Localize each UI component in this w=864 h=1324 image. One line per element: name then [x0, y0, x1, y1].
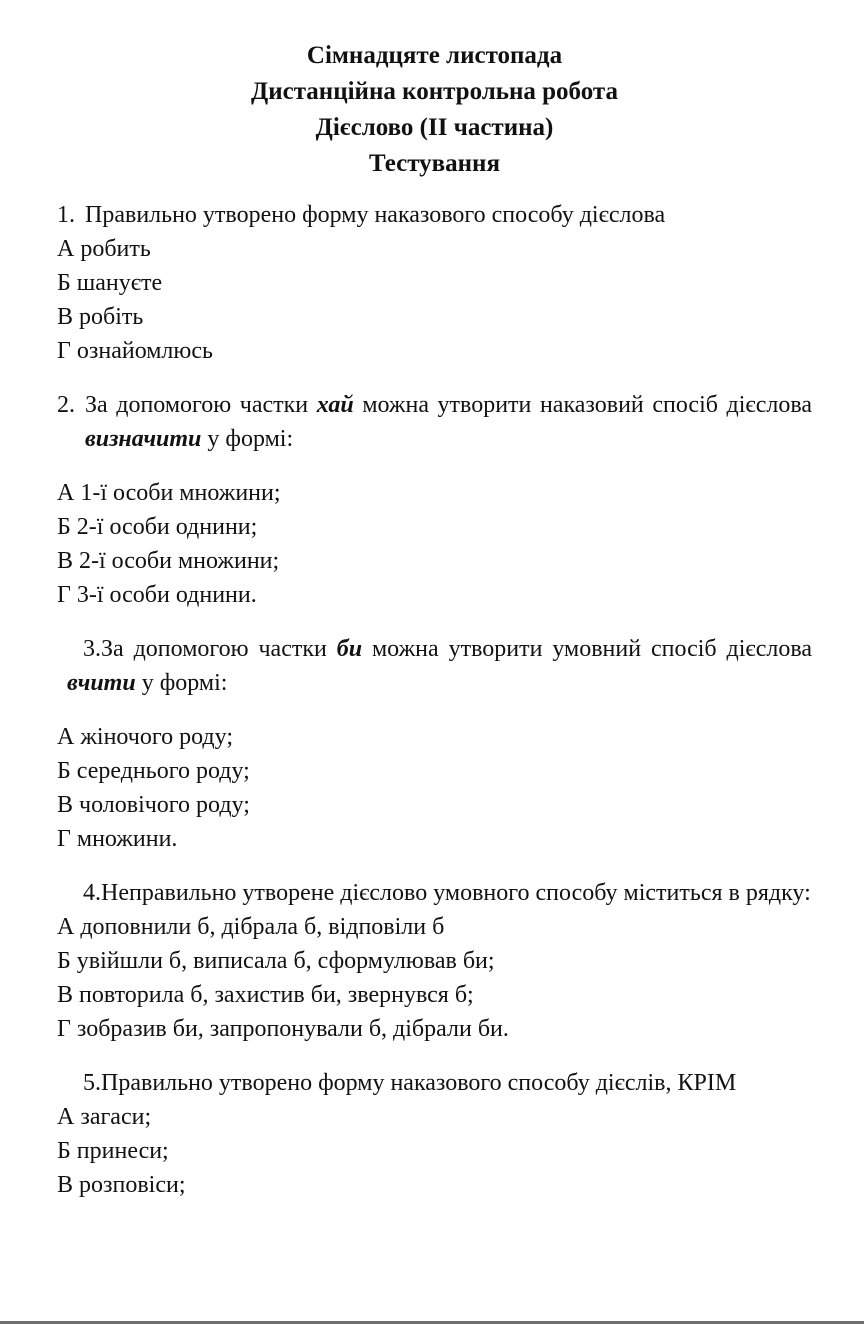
answer-option: В чоловічого роду; — [57, 792, 250, 818]
options-list — [57, 720, 812, 856]
answer-option: Б увійшли б, виписала б, сформулював би; — [57, 948, 495, 974]
question-number: 4. — [83, 880, 101, 906]
question-5 — [57, 1066, 812, 1202]
question-1 — [57, 198, 812, 368]
answer-option: А робить — [57, 236, 151, 262]
answer-option: А жіночого роду; — [57, 724, 233, 750]
title-line-topic: Дієслово (ІІ частина) — [315, 114, 554, 141]
prompt-emphasis: вчити — [67, 670, 136, 696]
options-list — [57, 476, 812, 612]
options-list — [57, 910, 812, 1046]
prompt-text: у формі: — [135, 670, 228, 696]
question-number: 1. — [57, 202, 75, 228]
answer-option: В робіть — [57, 304, 144, 330]
question-number: 5. — [83, 1070, 101, 1096]
question-number: 2. — [57, 392, 75, 418]
answer-option: Б принеси; — [57, 1138, 169, 1164]
answer-option: Г ознайомлюсь — [57, 338, 213, 364]
answer-option: Г множини. — [57, 826, 178, 852]
question-3 — [57, 632, 812, 856]
prompt-text: Неправильно утворене дієслово умовного способу міститься в рядку: — [101, 880, 811, 906]
answer-option: Б шануєте — [57, 270, 163, 296]
answer-option: В повторила б, захистив би, звернувся б; — [57, 982, 474, 1008]
question-prompt — [57, 1066, 812, 1100]
title-line-work-type: Дистанційна контрольна робота — [251, 78, 618, 105]
question-prompt — [57, 198, 812, 232]
answer-option: Б середнього роду; — [57, 758, 250, 784]
options-list — [57, 1100, 812, 1202]
title-line-date: Сімнадцяте листопада — [306, 42, 563, 69]
prompt-emphasis: би — [336, 636, 363, 662]
answer-option: А доповнили б, дібрала б, відповіли б — [57, 914, 445, 940]
question-prompt — [57, 388, 812, 456]
question-prompt — [67, 632, 812, 700]
answer-option: Б 2-ї особи однини; — [57, 514, 258, 540]
prompt-text: можна утворити умовний спосіб дієслова — [362, 636, 812, 662]
question-4 — [57, 876, 812, 1046]
answer-option: Г 3-ї особи однини. — [57, 582, 257, 608]
options-list — [57, 232, 812, 368]
question-number: 3. — [83, 636, 101, 662]
prompt-text: За допомогою частки — [101, 636, 337, 662]
prompt-text: можна утворити наказовий спосіб дієслова — [353, 392, 812, 418]
prompt-text: Правильно утворено форму наказового способу дієслова — [85, 202, 666, 228]
prompt-text: у формі: — [201, 426, 294, 452]
prompt-emphasis: хай — [316, 392, 354, 418]
answer-option: В розповіси; — [57, 1172, 186, 1198]
title-line-testing: Тестування — [368, 150, 500, 177]
question-prompt — [57, 876, 812, 910]
document-title — [57, 38, 812, 182]
prompt-text: Правильно утворено форму наказового способу дієслів, КРІМ — [101, 1070, 737, 1096]
prompt-text: За допомогою частки — [85, 392, 317, 418]
answer-option: Г зобразив би, запропонували б, дібрали би. — [57, 1016, 509, 1042]
answer-option: А 1-ї особи множини; — [57, 480, 281, 506]
question-2 — [57, 388, 812, 612]
prompt-emphasis: визначити — [85, 426, 202, 452]
answer-option: В 2-ї особи множини; — [57, 548, 280, 574]
answer-option: А загаси; — [57, 1104, 152, 1130]
